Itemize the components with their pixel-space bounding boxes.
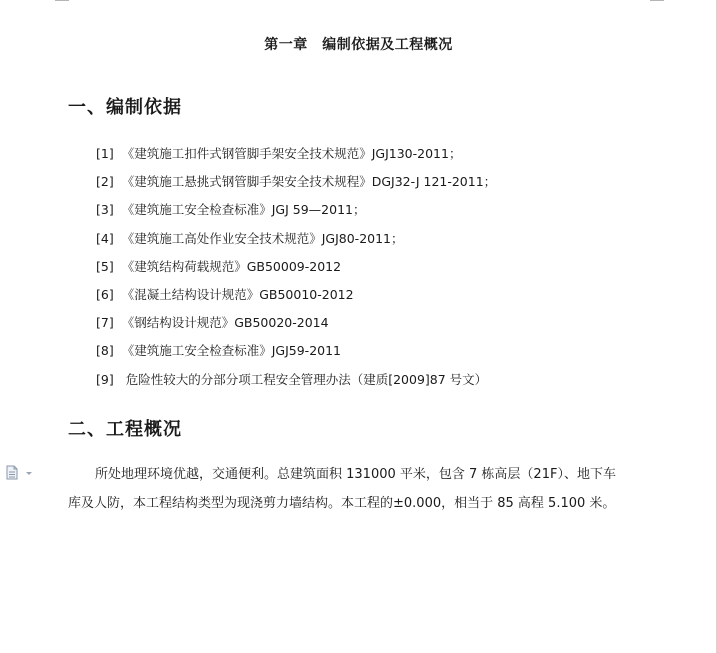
list-number: [1] (96, 146, 114, 161)
margin-corner-mark-left (55, 0, 69, 1)
section-heading-overview: 二、工程概况 (68, 419, 182, 440)
list-text: 《建筑施工安全检查标准》JGJ59-2011 (121, 343, 342, 359)
list-text: 《建筑施工悬挑式钢管脚手架安全技术规程》DGJ32-J 121-2011； (121, 174, 497, 190)
list-text: 《混凝土结构设计规范》GB50010-2012 (121, 286, 354, 302)
paragraph-line: 库及人防，本工程结构类型为现浇剪力墙结构。本工程的±0.000，相当于 85 高程 5.100 米。 (68, 496, 616, 511)
list-item (96, 369, 496, 397)
list-item (96, 228, 496, 256)
list-item (96, 312, 496, 340)
list-item (96, 143, 496, 171)
list-text: 《建筑施工高处作业安全技术规范》JGJ80-2011； (121, 230, 404, 246)
list-number: [8] (96, 343, 114, 359)
document-icon[interactable] (5, 465, 35, 481)
list-text: 《建筑结构荷载规范》GB50009-2012 (121, 258, 342, 274)
list-number: [3] (96, 202, 114, 218)
list-number: [9] (96, 371, 114, 387)
list-number: [2] (96, 174, 114, 190)
paragraph-text: 所处地理环境优越，交通便利。总建筑面积 131000 平米，包含 7 栋高层（21F）、地下车 (95, 467, 616, 482)
document-icon-graphic (5, 465, 35, 481)
list-item (96, 284, 496, 312)
section-heading-basis: 一、编制依据 (68, 97, 182, 118)
list-number: [4] (96, 230, 114, 246)
reference-list (96, 143, 496, 397)
chapter-title: 第一章 编制依据及工程概况 (264, 37, 453, 53)
list-number: [7] (96, 315, 114, 331)
margin-corner-mark-right (650, 0, 664, 1)
list-number: [6] (96, 286, 114, 302)
paragraph-line (68, 460, 658, 489)
list-text: 危险性较大的分部分项工程安全管理办法（建质[2009]87 号文） (125, 371, 488, 387)
list-item (96, 256, 496, 284)
list-text: 《建筑施工安全检查标准》JGJ 59—2011； (121, 202, 366, 218)
list-item (96, 340, 496, 368)
overview-paragraph (68, 460, 658, 518)
list-item (96, 171, 496, 199)
list-text: 《钢结构设计规范》GB50020-2014 (121, 315, 329, 331)
list-item (96, 199, 496, 227)
list-number: [5] (96, 258, 114, 274)
list-text: 《建筑施工扣件式钢管脚手架安全技术规范》JGJ130-2011； (121, 146, 462, 161)
